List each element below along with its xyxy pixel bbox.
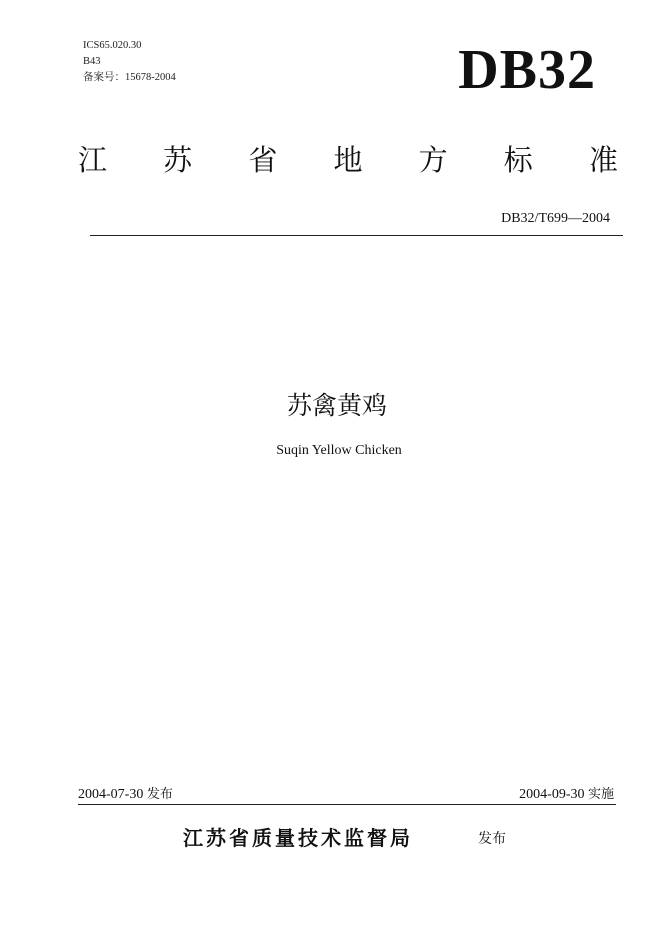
issue-date [78, 786, 173, 804]
standard-type-char: 准 [588, 143, 618, 177]
standard-type-char: 方 [418, 143, 448, 177]
ics-code: ICS65.020.30 [83, 40, 142, 51]
standard-number: DB32/T699—2004 [501, 211, 610, 226]
standard-type-char: 标 [503, 143, 533, 177]
divider-top [90, 235, 623, 236]
issue-date-value: 2004-07-30 [78, 787, 144, 802]
standard-type-char: 苏 [163, 143, 193, 177]
issue-date-suffix: 发布 [146, 787, 173, 802]
publisher-name: 江苏省质量技术监督局 [183, 826, 413, 850]
implementation-date [519, 786, 614, 804]
filing-number: 备案号：15678-2004 [83, 72, 176, 83]
implementation-date-value: 2004-09-30 [519, 787, 585, 802]
standard-type-char: 省 [248, 143, 278, 177]
document-title-english: Suqin Yellow Chicken [276, 443, 402, 458]
divider-bottom [78, 804, 616, 805]
category-code: B43 [83, 56, 101, 67]
publisher-suffix: 发布 [478, 831, 506, 847]
standard-type-heading [78, 140, 618, 180]
metadata-block [83, 38, 176, 86]
db-logo: DB32 [458, 39, 596, 101]
standard-type-char: 江 [78, 143, 108, 177]
implementation-date-suffix: 实施 [587, 787, 614, 802]
document-title-chinese: 苏禽黄鸡 [286, 391, 387, 420]
standard-type-char: 地 [333, 143, 363, 177]
